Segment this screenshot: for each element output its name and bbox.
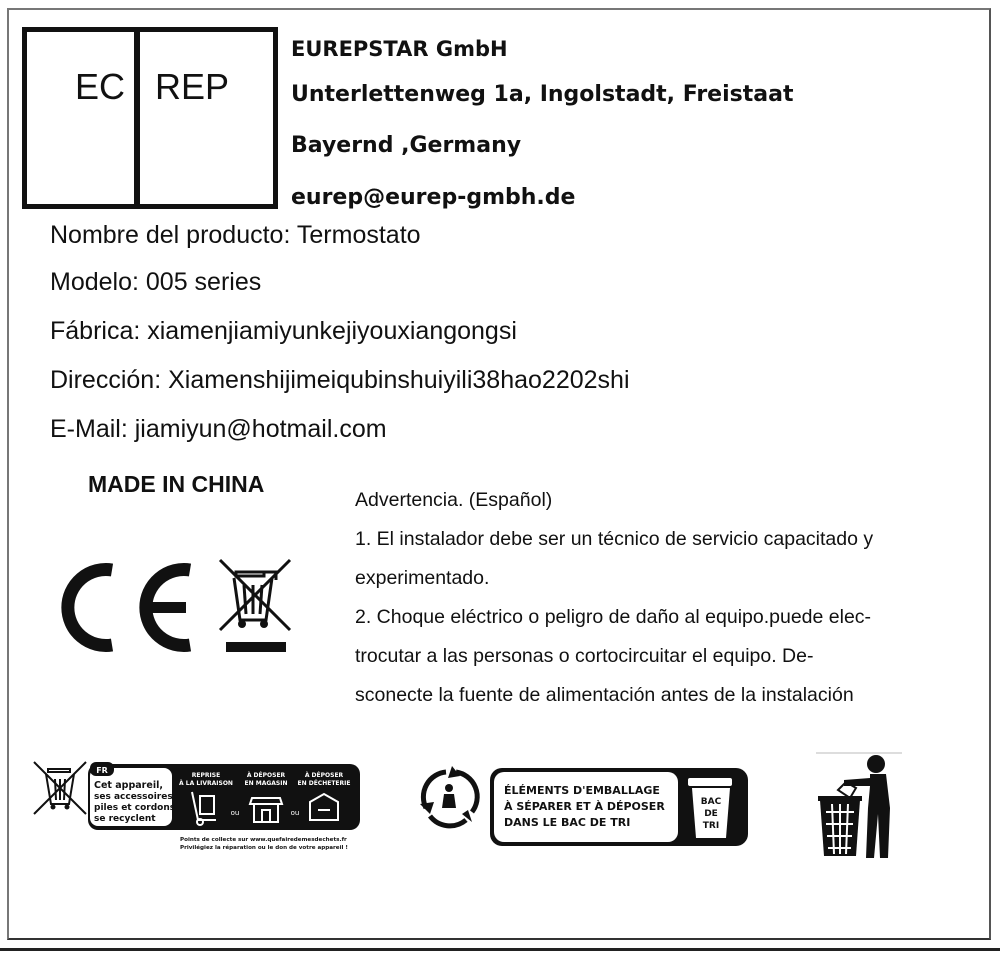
bin-label: TRI bbox=[702, 821, 720, 831]
triman-line: Cet appareil, bbox=[94, 780, 163, 791]
ec-rep-address-line2: Bayernd ,Germany bbox=[291, 133, 522, 158]
warning-line: experimentado. bbox=[355, 567, 490, 589]
emballage-line: À SÉPARER ET À DÉPOSER bbox=[504, 800, 665, 813]
ec-rep-box bbox=[22, 27, 278, 209]
ec-rep-company: EUREPSTAR GmbH bbox=[291, 37, 508, 61]
ec-label: EC bbox=[75, 66, 126, 107]
triman-col3-b: EN DÉCHETERIE bbox=[297, 780, 351, 787]
triman-country: FR bbox=[96, 766, 108, 775]
product-model: Modelo: 005 series bbox=[50, 268, 262, 296]
emballage-line: ÉLÉMENTS D'EMBALLAGE bbox=[504, 784, 660, 797]
triman-col1-a: REPRISE bbox=[191, 772, 221, 779]
ec-rep-email: eurep@eurep-gmbh.de bbox=[291, 185, 576, 210]
emballage-panel bbox=[490, 768, 752, 848]
bin-label: BAC bbox=[700, 797, 722, 807]
bottom-rule bbox=[0, 948, 1000, 951]
triman-col1-b: À LA LIVRAISON bbox=[179, 780, 233, 787]
ec-rep-divider bbox=[134, 32, 140, 204]
rep-label: REP bbox=[155, 66, 230, 107]
triman-info-panel bbox=[88, 760, 368, 856]
triman-line: piles et cordons bbox=[94, 803, 176, 813]
triman-footer-2: Privilégiez la réparation ou le don de votre appareil ! bbox=[180, 845, 348, 851]
warning-title: Advertencia. (Español) bbox=[355, 489, 553, 511]
weee-small-bin-icon bbox=[32, 760, 88, 816]
warning-line: sconecte la fuente de alimentación antes de la instalación bbox=[355, 684, 854, 706]
ce-mark-icon bbox=[52, 560, 202, 655]
product-name: Nombre del producto: Termostato bbox=[50, 221, 421, 249]
triman-ou: ou bbox=[230, 809, 240, 817]
triman-col2-b: EN MAGASIN bbox=[244, 780, 288, 787]
product-email: E-Mail: jiamiyun@hotmail.com bbox=[50, 415, 387, 443]
weee-crossed-bin-icon bbox=[218, 558, 294, 658]
triman-footer-1: Points de collecte sur www.quefairedemesdechets.fr bbox=[180, 837, 347, 843]
triman-recycle-icon bbox=[416, 764, 482, 830]
bin-label: DE bbox=[704, 809, 718, 819]
product-address: Dirección: Xiamenshijimeiqubinshuiyili38hao2202shi bbox=[50, 366, 630, 394]
made-in-china: MADE IN CHINA bbox=[88, 471, 265, 497]
triman-line: se recyclent bbox=[94, 814, 156, 824]
product-factory: Fábrica: xiamenjiamiyunkejiyouxiangongsi bbox=[50, 317, 517, 345]
emballage-line: DANS LE BAC DE TRI bbox=[504, 816, 631, 829]
triman-col3-a: À DÉPOSER bbox=[304, 772, 344, 779]
warning-line: trocutar a las personas o cortocircuitar el equipo. De- bbox=[355, 645, 814, 667]
triman-line: ses accessoires, bbox=[94, 792, 177, 802]
warning-line: 2. Choque eléctrico o peligro de daño al equipo.puede elec- bbox=[355, 606, 872, 628]
tidy-man-icon bbox=[816, 752, 902, 860]
warning-line: 1. El instalador debe ser un técnico de servicio capacitado y bbox=[355, 528, 874, 550]
triman-col2-a: À DÉPOSER bbox=[246, 772, 286, 779]
triman-ou: ou bbox=[290, 809, 300, 817]
ec-rep-address-line1: Unterlettenweg 1a, Ingolstadt, Freistaat bbox=[291, 82, 794, 107]
